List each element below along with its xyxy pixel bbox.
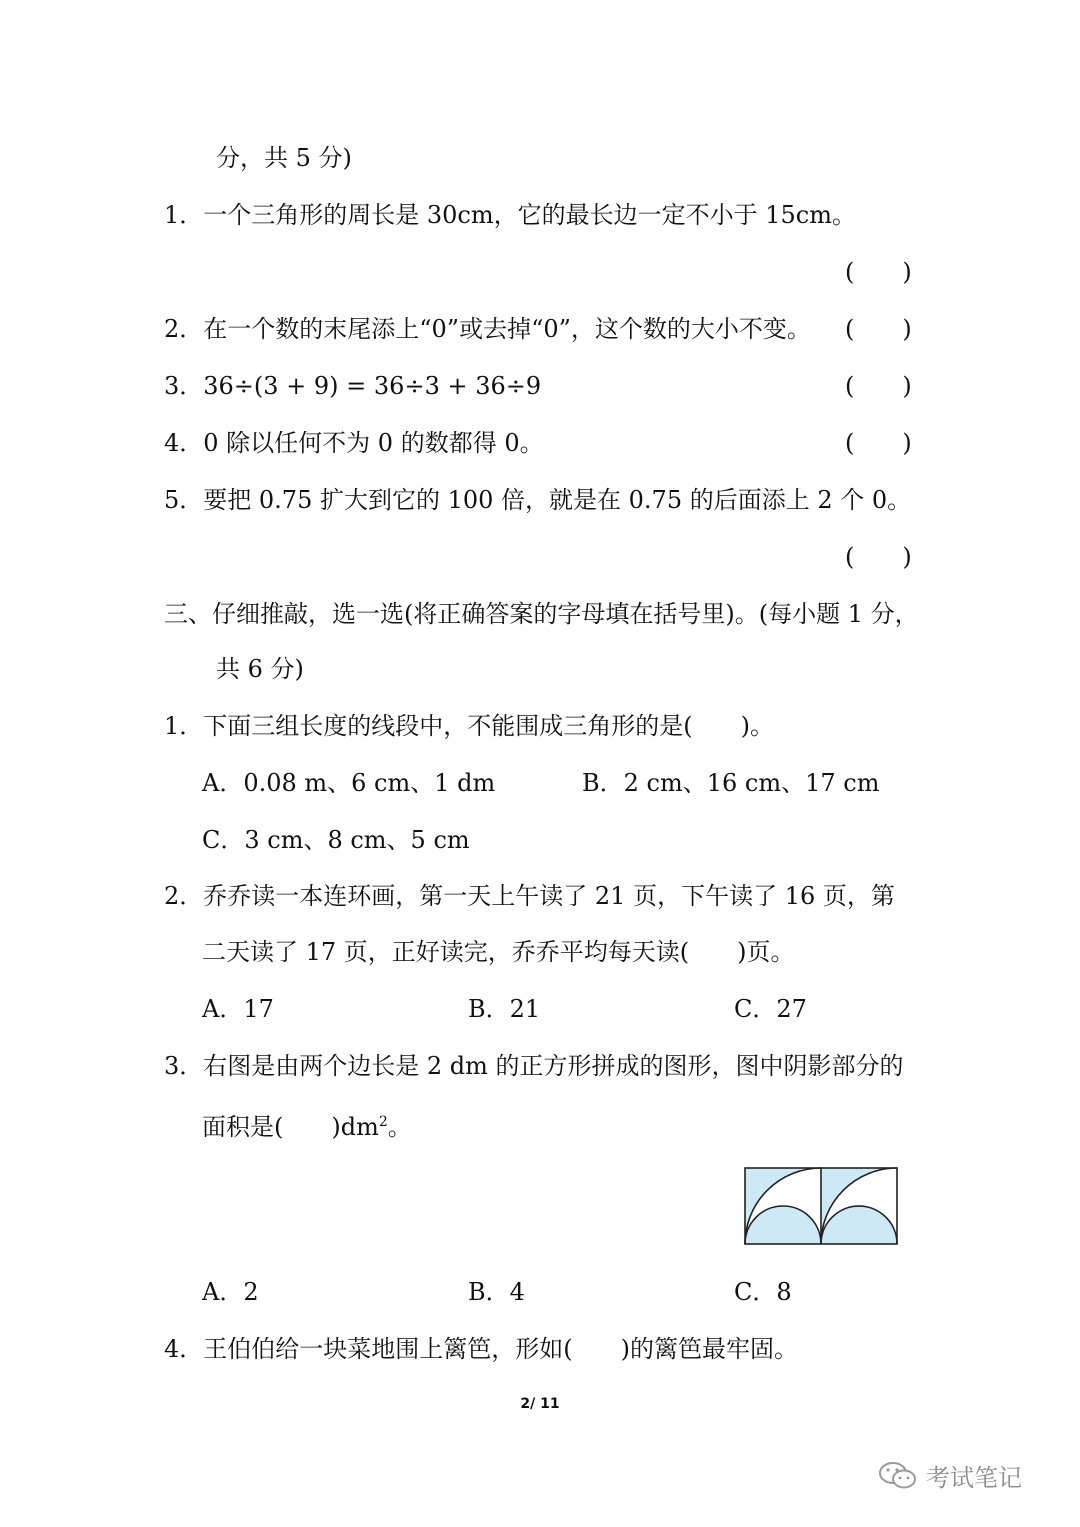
two-squares-shaded-figure — [743, 1166, 899, 1246]
tf-answer-paren-4: ( ) — [845, 429, 912, 457]
mc-q3-option-b: B．4 — [468, 1278, 525, 1306]
mc-question-3-line2 — [202, 1106, 412, 1143]
mc-q1-option-a: A．0.08 m、6 cm、1 dm — [202, 769, 496, 797]
mc-question-2-line1: 2．乔乔读一本连环画，第一天上午读了 21 页，下午读了 16 页，第 — [164, 882, 895, 910]
mc-question-3-line1: 3．右图是由两个边长是 2 dm 的正方形拼成的图形，图中阴影部分的 — [164, 1052, 904, 1080]
page-number: 2/ 11 — [520, 1396, 560, 1412]
section3-title: 三、仔细推敲，选一选(将正确答案的字母填在括号里)。(每小题 1 分， — [164, 600, 919, 628]
wechat-icon — [878, 1460, 918, 1492]
section3-title-continuation: 共 6 分) — [216, 655, 304, 683]
watermark — [878, 1458, 1022, 1493]
tf-question-3: 3．36÷(3 + 9) = 36÷3 + 36÷9 — [164, 372, 542, 400]
mc-question-4: 4．王伯伯给一块菜地围上篱笆，形如( )的篱笆最牢固。 — [164, 1335, 798, 1363]
mc-q3-option-a: A．2 — [202, 1278, 259, 1306]
tf-answer-paren-3: ( ) — [845, 372, 912, 400]
tf-question-5: 5．要把 0.75 扩大到它的 100 倍，就是在 0.75 的后面添上 2 个 0。 — [164, 486, 912, 514]
section2-header-continuation: 分，共 5 分) — [216, 144, 352, 172]
mc-q1-option-c: C．3 cm、8 cm、5 cm — [202, 826, 470, 854]
tf-answer-paren-5: ( ) — [845, 543, 912, 571]
q3-text-end: 。 — [387, 1113, 412, 1141]
mc-q1-option-b: B．2 cm、16 cm、17 cm — [582, 769, 880, 797]
tf-question-1: 1．一个三角形的周长是 30cm，它的最长边一定不小于 15cm。 — [164, 201, 857, 229]
q3-superscript: 2 — [378, 1114, 388, 1130]
mc-question-2-line2: 二天读了 17 页，正好读完，乔乔平均每天读( )页。 — [202, 938, 795, 966]
mc-q2-option-a: A．17 — [202, 995, 274, 1023]
mc-q2-option-b: B．21 — [468, 995, 541, 1023]
mc-q3-option-c: C．8 — [734, 1278, 792, 1306]
tf-question-2: 2．在一个数的末尾添上“0”或去掉“0”，这个数的大小不变。 — [164, 315, 811, 343]
mc-question-1: 1．下面三组长度的线段中，不能围成三角形的是( )。 — [164, 712, 774, 740]
mc-q2-option-c: C．27 — [734, 995, 807, 1023]
tf-question-4: 4．0 除以任何不为 0 的数都得 0。 — [164, 429, 544, 457]
tf-answer-paren-1: ( ) — [845, 258, 912, 286]
watermark-text: 考试笔记 — [926, 1464, 1022, 1492]
tf-answer-paren-2: ( ) — [845, 315, 912, 343]
q3-text: 面积是( )dm — [202, 1113, 379, 1141]
